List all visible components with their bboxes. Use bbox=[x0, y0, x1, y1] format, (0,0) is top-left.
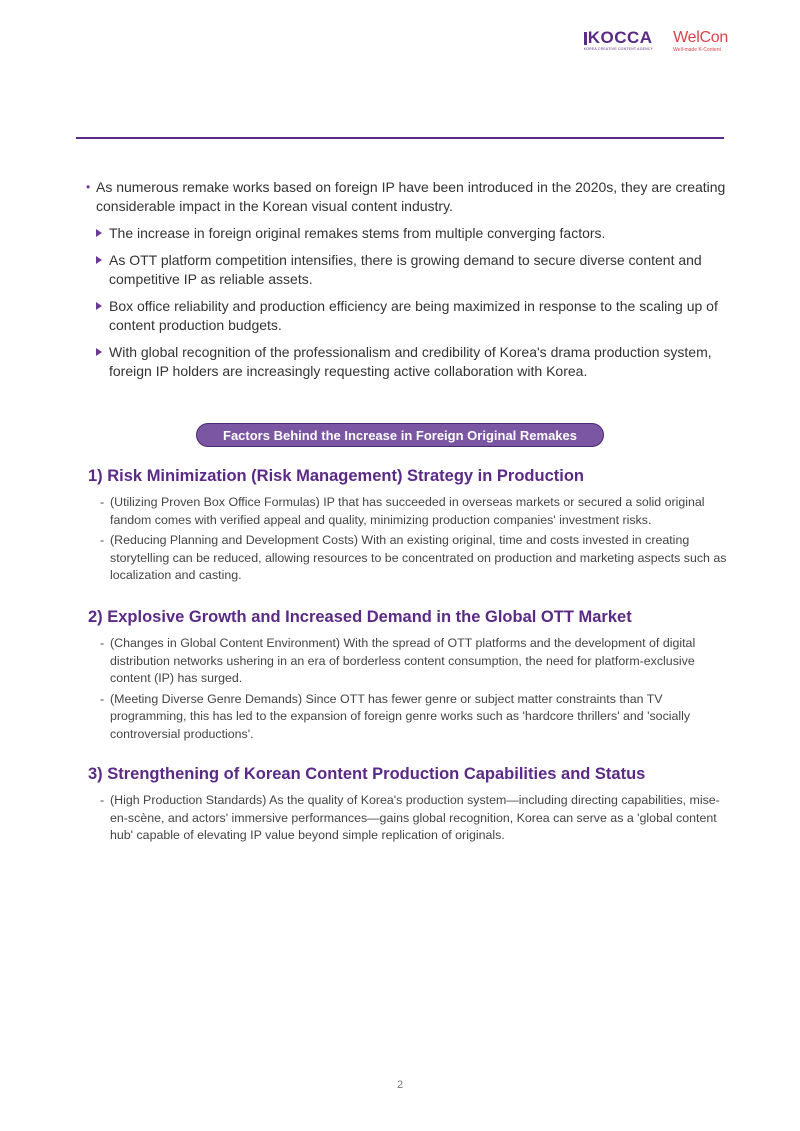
dash-bullet-icon: - bbox=[100, 636, 105, 650]
intro-point-text: With global recognition of the professionalism and credibility of Korea's drama production system, foreign IP holders are increasingly requesting active collaboration with Korea. bbox=[109, 344, 712, 379]
triangle-bullet-icon bbox=[96, 229, 102, 237]
triangle-bullet-icon bbox=[96, 256, 102, 264]
section-1 bbox=[88, 465, 728, 588]
bullet-dot-icon: • bbox=[86, 180, 91, 194]
intro-points bbox=[86, 224, 726, 381]
page-number: 2 bbox=[396, 1079, 404, 1091]
dash-bullet-icon: - bbox=[100, 495, 105, 509]
intro-point bbox=[86, 251, 726, 289]
intro-lead bbox=[86, 178, 726, 216]
section-banner-label: Factors Behind the Increase in Foreign Original Remakes bbox=[223, 427, 577, 443]
welcon-logo-subtitle: Well-made K-Content bbox=[673, 47, 721, 53]
triangle-bullet-icon bbox=[96, 302, 102, 310]
dash-bullet-icon: - bbox=[100, 793, 105, 807]
dash-bullet-icon: - bbox=[100, 533, 105, 547]
section-item-text: (Meeting Diverse Genre Demands) Since OTT has fewer genre or subject matter constraints than TV programming, this has led to the expansion of foreign genre works such as 'hardcore thrillers' and 'socially controversial productions'. bbox=[110, 691, 691, 741]
kocca-logo bbox=[584, 30, 653, 51]
header-logos bbox=[584, 30, 728, 53]
section-item bbox=[88, 792, 728, 845]
section-item bbox=[88, 532, 728, 585]
kocca-logo-text: KOCCA bbox=[587, 28, 653, 47]
section-item bbox=[88, 691, 728, 744]
section-item-text: (Utilizing Proven Box Office Formulas) IP that has succeeded in overseas markets or secured a solid original fandom comes with verified appeal and quality, minimizing production companies' investment risks. bbox=[110, 495, 705, 527]
kocca-bar-icon bbox=[584, 32, 587, 45]
section-title: 3) Strengthening of Korean Content Production Capabilities and Status bbox=[88, 765, 646, 783]
triangle-bullet-icon bbox=[96, 348, 102, 356]
intro-block bbox=[86, 178, 726, 389]
section-banner bbox=[196, 423, 604, 447]
section-items bbox=[88, 635, 728, 743]
intro-point-text: The increase in foreign original remakes stems from multiple converging factors. bbox=[109, 225, 606, 241]
intro-point bbox=[86, 224, 726, 243]
header-divider bbox=[76, 137, 724, 139]
section-item-text: (Changes in Global Content Environment) With the spread of OTT platforms and the development of digital distribution networks ushering in an era of borderless content consumption, the need for platform-exclusive content (IP) has surged. bbox=[110, 636, 696, 685]
section-items bbox=[88, 792, 728, 845]
intro-lead-text: As numerous remake works based on foreign IP have been introduced in the 2020s, they are creating considerable impact in the Korean visual content industry. bbox=[96, 179, 726, 214]
section-2 bbox=[88, 606, 728, 746]
section-item bbox=[88, 494, 728, 529]
section-title: 1) Risk Minimization (Risk Management) Strategy in Production bbox=[88, 467, 584, 485]
section-item bbox=[88, 635, 728, 688]
dash-bullet-icon: - bbox=[100, 691, 105, 706]
kocca-logo-subtitle: KOREA CREATIVE CONTENT AGENCY bbox=[583, 47, 654, 51]
section-item-text: (Reducing Planning and Development Costs) With an existing original, time and costs invested in creating storytelling can be reduced, allowing resources to be concentrated on production and marketing aspects such as localization and casting. bbox=[110, 533, 727, 582]
intro-point-text: As OTT platform competition intensifies, there is growing demand to secure diverse content and competitive IP as reliable assets. bbox=[109, 252, 702, 287]
section-item-text: (High Production Standards) As the quality of Korea's production system—including directing capabilities, mise-en-scène, and actors' immersive performances—gains global recognition, Korea can serve as a 'global content hub' capable of elevating IP value beyond simple replication of originals. bbox=[110, 793, 720, 842]
section-title: 2) Explosive Growth and Increased Demand in the Global OTT Market bbox=[88, 608, 632, 626]
section-items bbox=[88, 494, 728, 585]
welcon-logo bbox=[673, 30, 728, 53]
intro-point-text: Box office reliability and production efficiency are being maximized in response to the scaling up of content production budgets. bbox=[109, 298, 718, 333]
welcon-logo-text: WelCon bbox=[673, 29, 728, 46]
intro-point bbox=[86, 343, 726, 381]
section-3 bbox=[88, 763, 728, 848]
intro-point bbox=[86, 297, 726, 335]
